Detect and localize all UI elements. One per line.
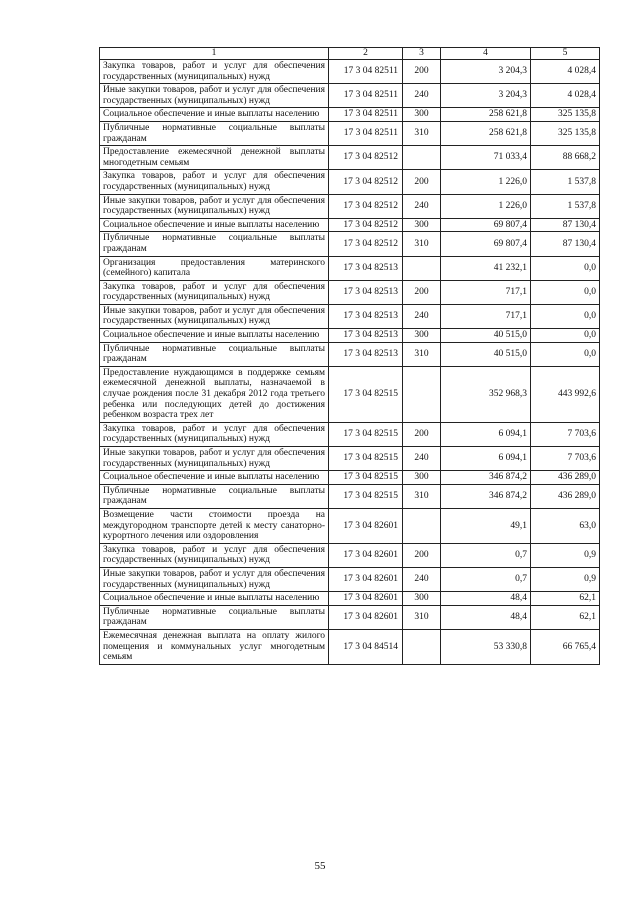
- row-description: Публичные нормативные социальные выплаты гражданам: [100, 232, 329, 256]
- target-article-code: 17 3 04 82511: [329, 84, 403, 108]
- amount-column-4: 352 968,3: [441, 366, 531, 422]
- table-row: [100, 447, 600, 471]
- expense-type-code: [403, 508, 441, 543]
- column-number-1: 1: [100, 48, 329, 60]
- expense-type-code: 310: [403, 342, 441, 366]
- expense-type-code: 240: [403, 447, 441, 471]
- target-article-code: 17 3 04 82513: [329, 256, 403, 280]
- table-row: [100, 366, 600, 422]
- expense-type-code: 300: [403, 592, 441, 606]
- expense-type-code: 300: [403, 471, 441, 485]
- amount-column-4: 346 874,2: [441, 471, 531, 485]
- amount-column-5: 1 537,8: [531, 170, 600, 194]
- amount-column-4: 53 330,8: [441, 629, 531, 664]
- amount-column-5: 436 289,0: [531, 484, 600, 508]
- page-number: 55: [314, 860, 326, 872]
- target-article-code: 17 3 04 82601: [329, 592, 403, 606]
- row-description: Организация предоставления материнского (семейного) капитала: [100, 256, 329, 280]
- table-row: [100, 256, 600, 280]
- row-description: Закупка товаров, работ и услуг для обеспечения государственных (муниципальных) нужд: [100, 170, 329, 194]
- amount-column-5: 0,9: [531, 543, 600, 567]
- amount-column-4: 40 515,0: [441, 329, 531, 343]
- row-description: Социальное обеспечение и иные выплаты населению: [100, 471, 329, 485]
- target-article-code: 17 3 04 82512: [329, 194, 403, 218]
- table-row: [100, 484, 600, 508]
- amount-column-5: 88 668,2: [531, 146, 600, 170]
- row-description: Закупка товаров, работ и услуг для обеспечения государственных (муниципальных) нужд: [100, 60, 329, 84]
- amount-column-5: 4 028,4: [531, 60, 600, 84]
- row-description: Иные закупки товаров, работ и услуг для обеспечения государственных (муниципальных) нужд: [100, 567, 329, 591]
- expense-type-code: [403, 146, 441, 170]
- table-row: [100, 218, 600, 232]
- amount-column-5: 443 992,6: [531, 366, 600, 422]
- amount-column-5: 1 537,8: [531, 194, 600, 218]
- amount-column-4: 6 094,1: [441, 447, 531, 471]
- row-description: Ежемесячная денежная выплата на оплату жилого помещения и коммунальных услуг многодетным семьям: [100, 629, 329, 664]
- target-article-code: 17 3 04 82512: [329, 170, 403, 194]
- row-description: Иные закупки товаров, работ и услуг для обеспечения государственных (муниципальных) нужд: [100, 194, 329, 218]
- target-article-code: 17 3 04 82513: [329, 329, 403, 343]
- target-article-code: 17 3 04 82512: [329, 232, 403, 256]
- amount-column-4: 3 204,3: [441, 84, 531, 108]
- amount-column-5: 7 703,6: [531, 422, 600, 446]
- column-number-row: [100, 48, 600, 60]
- target-article-code: 17 3 04 84514: [329, 629, 403, 664]
- amount-column-5: 66 765,4: [531, 629, 600, 664]
- table-row: [100, 232, 600, 256]
- amount-column-4: 1 226,0: [441, 194, 531, 218]
- budget-table: [99, 47, 600, 665]
- amount-column-4: 41 232,1: [441, 256, 531, 280]
- row-description: Социальное обеспечение и иные выплаты населению: [100, 329, 329, 343]
- expense-type-code: 200: [403, 280, 441, 304]
- table-row: [100, 567, 600, 591]
- amount-column-5: 436 289,0: [531, 471, 600, 485]
- row-description: Закупка товаров, работ и услуг для обеспечения государственных (муниципальных) нужд: [100, 422, 329, 446]
- amount-column-4: 3 204,3: [441, 60, 531, 84]
- table-row: [100, 60, 600, 84]
- expense-type-code: 240: [403, 304, 441, 328]
- amount-column-4: 258 621,8: [441, 121, 531, 145]
- target-article-code: 17 3 04 82515: [329, 422, 403, 446]
- target-article-code: 17 3 04 82511: [329, 60, 403, 84]
- expense-type-code: 300: [403, 329, 441, 343]
- amount-column-4: 1 226,0: [441, 170, 531, 194]
- target-article-code: 17 3 04 82601: [329, 567, 403, 591]
- amount-column-4: 40 515,0: [441, 342, 531, 366]
- amount-column-5: 87 130,4: [531, 218, 600, 232]
- row-description: Социальное обеспечение и иные выплаты населению: [100, 108, 329, 122]
- table-row: [100, 592, 600, 606]
- table-row: [100, 121, 600, 145]
- target-article-code: 17 3 04 82513: [329, 280, 403, 304]
- amount-column-5: 0,0: [531, 280, 600, 304]
- amount-column-5: 0,0: [531, 342, 600, 366]
- amount-column-5: 0,9: [531, 567, 600, 591]
- table-row: [100, 422, 600, 446]
- row-description: Закупка товаров, работ и услуг для обеспечения государственных (муниципальных) нужд: [100, 280, 329, 304]
- target-article-code: 17 3 04 82515: [329, 366, 403, 422]
- amount-column-5: 62,1: [531, 592, 600, 606]
- amount-column-4: 346 874,2: [441, 484, 531, 508]
- column-number-2: 2: [329, 48, 403, 60]
- expense-type-code: 200: [403, 60, 441, 84]
- table-row: [100, 146, 600, 170]
- table-row: [100, 605, 600, 629]
- row-description: Публичные нормативные социальные выплаты гражданам: [100, 121, 329, 145]
- amount-column-5: 0,0: [531, 256, 600, 280]
- amount-column-4: 258 621,8: [441, 108, 531, 122]
- row-description: Иные закупки товаров, работ и услуг для обеспечения государственных (муниципальных) нужд: [100, 304, 329, 328]
- expense-type-code: 310: [403, 232, 441, 256]
- amount-column-4: 49,1: [441, 508, 531, 543]
- table-row: [100, 329, 600, 343]
- table-row: [100, 342, 600, 366]
- amount-column-4: 69 807,4: [441, 218, 531, 232]
- amount-column-4: 717,1: [441, 304, 531, 328]
- amount-column-4: 0,7: [441, 543, 531, 567]
- expense-type-code: [403, 256, 441, 280]
- expense-type-code: 200: [403, 422, 441, 446]
- expense-type-code: 310: [403, 605, 441, 629]
- table-row: [100, 471, 600, 485]
- amount-column-4: 48,4: [441, 592, 531, 606]
- table-row: [100, 280, 600, 304]
- target-article-code: 17 3 04 82513: [329, 304, 403, 328]
- target-article-code: 17 3 04 82515: [329, 484, 403, 508]
- amount-column-4: 71 033,4: [441, 146, 531, 170]
- target-article-code: 17 3 04 82511: [329, 121, 403, 145]
- row-description: Социальное обеспечение и иные выплаты населению: [100, 592, 329, 606]
- amount-column-4: 69 807,4: [441, 232, 531, 256]
- column-number-5: 5: [531, 48, 600, 60]
- table-body: [100, 48, 600, 665]
- amount-column-4: 717,1: [441, 280, 531, 304]
- row-description: Иные закупки товаров, работ и услуг для обеспечения государственных (муниципальных) нужд: [100, 84, 329, 108]
- amount-column-5: 87 130,4: [531, 232, 600, 256]
- target-article-code: 17 3 04 82513: [329, 342, 403, 366]
- row-description: Возмещение части стоимости проезда на междугородном транспорте детей к месту санаторно-курортного лечения или оздоровления: [100, 508, 329, 543]
- amount-column-5: 4 028,4: [531, 84, 600, 108]
- target-article-code: 17 3 04 82511: [329, 108, 403, 122]
- amount-column-5: 62,1: [531, 605, 600, 629]
- row-description: Социальное обеспечение и иные выплаты населению: [100, 218, 329, 232]
- expense-type-code: 300: [403, 218, 441, 232]
- table-row: [100, 194, 600, 218]
- row-description: Предоставление нуждающимся в поддержке семьям ежемесячной денежной выплаты, назначаемой в случае рождения после 31 декабря 2012 года третьего ребенка или последующих детей до достижения ребенком возраста трех лет: [100, 366, 329, 422]
- table-row: [100, 84, 600, 108]
- amount-column-5: 325 135,8: [531, 108, 600, 122]
- expense-type-code: [403, 366, 441, 422]
- amount-column-5: 325 135,8: [531, 121, 600, 145]
- expense-type-code: 240: [403, 194, 441, 218]
- row-description: Предоставление ежемесячной денежной выплаты многодетным семьям: [100, 146, 329, 170]
- target-article-code: 17 3 04 82601: [329, 508, 403, 543]
- expense-type-code: 300: [403, 108, 441, 122]
- row-description: Иные закупки товаров, работ и услуг для обеспечения государственных (муниципальных) нужд: [100, 447, 329, 471]
- row-description: Публичные нормативные социальные выплаты гражданам: [100, 484, 329, 508]
- target-article-code: 17 3 04 82601: [329, 543, 403, 567]
- table-row: [100, 304, 600, 328]
- column-number-3: 3: [403, 48, 441, 60]
- target-article-code: 17 3 04 82512: [329, 146, 403, 170]
- amount-column-4: 0,7: [441, 567, 531, 591]
- target-article-code: 17 3 04 82515: [329, 447, 403, 471]
- expense-type-code: 200: [403, 543, 441, 567]
- table-row: [100, 629, 600, 664]
- amount-column-5: 0,0: [531, 329, 600, 343]
- row-description: Публичные нормативные социальные выплаты гражданам: [100, 342, 329, 366]
- target-article-code: 17 3 04 82601: [329, 605, 403, 629]
- amount-column-4: 6 094,1: [441, 422, 531, 446]
- expense-type-code: 200: [403, 170, 441, 194]
- expense-type-code: [403, 629, 441, 664]
- row-description: Закупка товаров, работ и услуг для обеспечения государственных (муниципальных) нужд: [100, 543, 329, 567]
- expense-type-code: 240: [403, 567, 441, 591]
- column-number-4: 4: [441, 48, 531, 60]
- expense-type-code: 310: [403, 484, 441, 508]
- table-row: [100, 108, 600, 122]
- amount-column-5: 7 703,6: [531, 447, 600, 471]
- table-row: [100, 170, 600, 194]
- amount-column-4: 48,4: [441, 605, 531, 629]
- table-row: [100, 508, 600, 543]
- target-article-code: 17 3 04 82512: [329, 218, 403, 232]
- expense-type-code: 310: [403, 121, 441, 145]
- table-row: [100, 543, 600, 567]
- expense-type-code: 240: [403, 84, 441, 108]
- amount-column-5: 63,0: [531, 508, 600, 543]
- amount-column-5: 0,0: [531, 304, 600, 328]
- row-description: Публичные нормативные социальные выплаты гражданам: [100, 605, 329, 629]
- target-article-code: 17 3 04 82515: [329, 471, 403, 485]
